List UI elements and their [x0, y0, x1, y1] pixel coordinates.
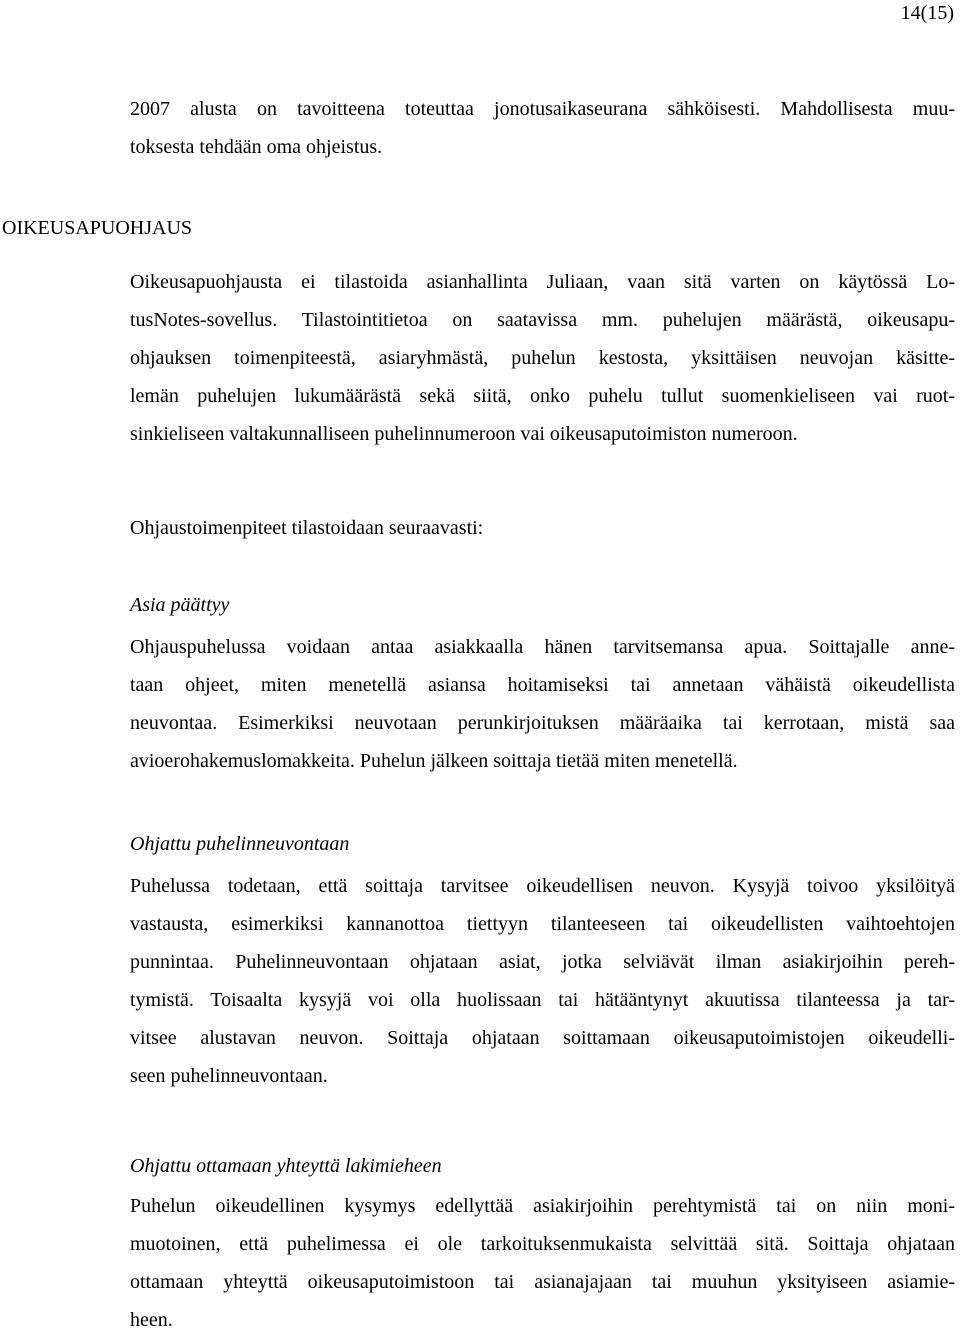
text-line: tymistä. Toisaalta kysyjä voi olla huolissaan tai hätääntynyt akuutissa tilanteessa ja tar- [130, 989, 955, 1011]
text-line: neuvontaa. Esimerkiksi neuvotaan perunkirjoituksen määräaika tai kerrotaan, mistä saa [130, 712, 955, 734]
text-line: muotoinen, että puhelimessa ei ole tarkoituksenmukaista selvittää sitä. Soittaja ohjataan [130, 1233, 955, 1255]
text-line: avioerohakemuslomakkeita. Puhelun jälkeen soittaja tietää miten menetellä. [130, 750, 738, 772]
text-line: ohjauksen toimenpiteestä, asiaryhmästä, puhelun kestosta, yksittäisen neuvojan käsitte- [130, 347, 955, 369]
text-line: toksesta tehdään oma ohjeistus. [130, 136, 383, 158]
text-line: taan ohjeet, miten menetellä asiansa hoitamiseksi tai annetaan vähäistä oikeudellista [130, 674, 955, 696]
text-line: vitsee alustavan neuvon. Soittaja ohjataan soittamaan oikeusaputoimistojen oikeudelli- [130, 1027, 955, 1049]
subsection-title: Ohjattu ottamaan yhteyttä lakimieheen [130, 1155, 442, 1177]
text-line: Ohjauspuhelussa voidaan antaa asiakkaalla hänen tarvitsemansa apua. Soittajalle anne- [130, 636, 955, 658]
subsection-title: Ohjattu puhelinneuvontaan [130, 833, 350, 855]
text-line: vastausta, esimerkiksi kannanottoa tiettyyn tilanteeseen tai oikeudellisten vaihtoehtojen [130, 913, 955, 935]
subsection-title: Asia päättyy [130, 594, 230, 616]
text-line: tusNotes-sovellus. Tilastointitietoa on saatavissa mm. puhelujen määrästä, oikeusapu- [130, 309, 955, 331]
text-line: Puhelun oikeudellinen kysymys edellyttää asiakirjoihin perehtymistä tai on niin moni- [130, 1195, 955, 1217]
text-line: lemän puhelujen lukumäärästä sekä siitä, onko puhelu tullut suomenkieliseen vai ruot- [130, 385, 955, 407]
text-line: 2007 alusta on tavoitteena toteuttaa jonotusaikaseurana sähköisesti. Mahdollisesta muu- [130, 98, 955, 120]
text-line: Puhelussa todetaan, että soittaja tarvitsee oikeudellisen neuvon. Kysyjä toivoo yksilöityä [130, 875, 955, 897]
stats-intro: Ohjaustoimenpiteet tilastoidaan seuraavasti: [130, 517, 484, 539]
text-line: sinkieliseen valtakunnalliseen puhelinnumeroon vai oikeusaputoimiston numeroon. [130, 423, 798, 445]
page-number: 14(15) [900, 2, 954, 24]
text-line: punnintaa. Puhelinneuvontaan ohjataan asiat, jotka selviävät ilman asiakirjoihin pereh- [130, 951, 955, 973]
text-line: ottamaan yhteyttä oikeusaputoimistoon tai asianajajaan tai muuhun yksityiseen asiamie- [130, 1271, 955, 1293]
section-heading: OIKEUSAPUOHJAUS [2, 217, 193, 239]
text-line: heen. [130, 1309, 173, 1331]
text-line: seen puhelinneuvontaan. [130, 1065, 328, 1087]
text-line: Oikeusapuohjausta ei tilastoida asianhallinta Juliaan, vaan sitä varten on käytössä Lo- [130, 271, 955, 293]
